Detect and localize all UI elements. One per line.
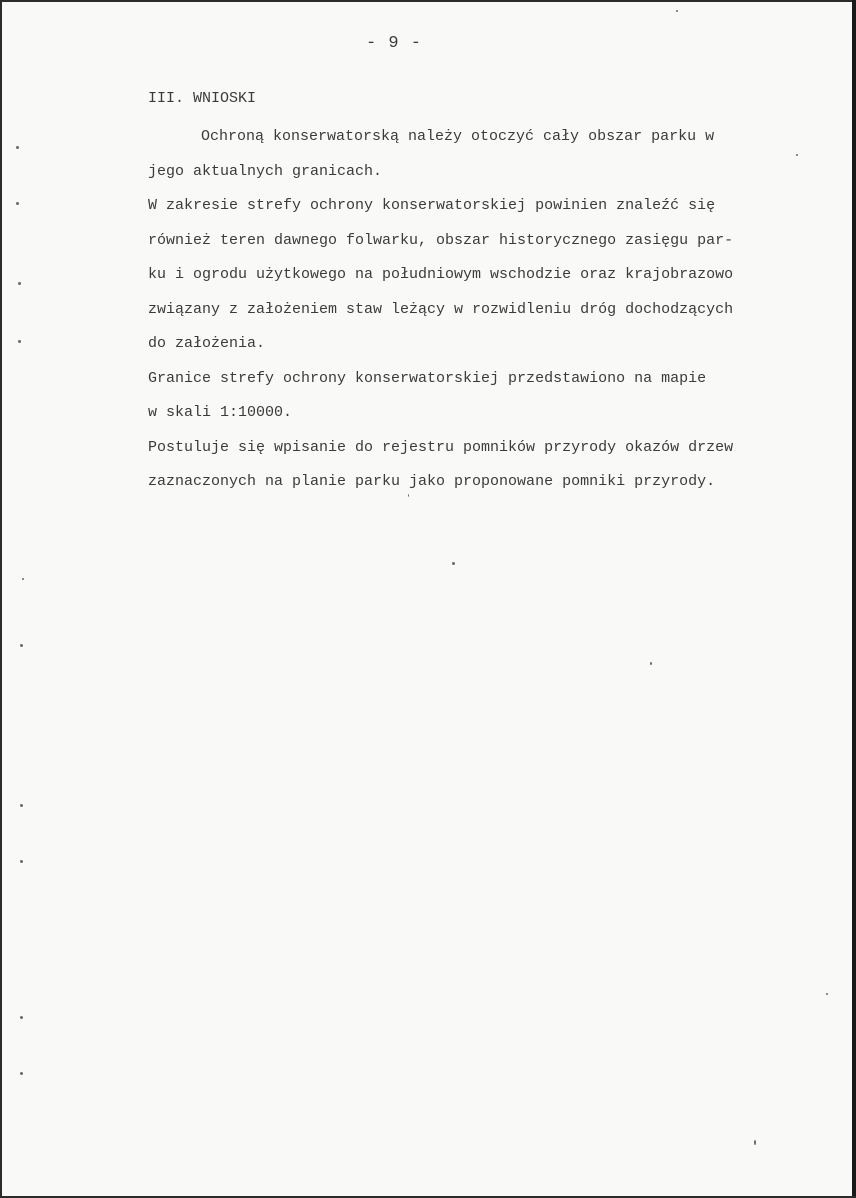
text-line: również teren dawnego folwarku, obszar historycznego zasięgu par- (148, 231, 734, 249)
text-line: ku i ogrodu użytkowego na południowym wschodzie oraz krajobrazowo (148, 266, 734, 283)
scan-speck (650, 662, 652, 665)
text-line: do założenia. (148, 335, 266, 352)
text-line: jego aktualnych granicach. (148, 162, 383, 180)
scan-speck (16, 202, 19, 205)
scan-speck (754, 1140, 756, 1145)
text-line: Granice strefy ochrony konserwatorskiej przedstawiono na mapie (148, 369, 707, 387)
section-heading: III. WNIOSKI (148, 90, 257, 107)
scan-speck (20, 1072, 23, 1075)
page-edge-left (0, 0, 2, 1198)
page-edge-right (852, 0, 856, 1198)
scan-speck (796, 154, 798, 156)
scan-speck (20, 860, 23, 863)
scan-speck (20, 644, 23, 647)
text-line: Ochroną konserwatorską należy otoczyć cały obszar parku w (201, 128, 715, 145)
scan-speck (452, 562, 455, 565)
scan-speck (18, 282, 21, 285)
text-line: zaznaczonych na planie parku jako proponowane pomniki przyrody. (148, 473, 716, 490)
text-line: związany z założeniem staw leżący w rozwidleniu dróg dochodzących (148, 300, 734, 318)
scan-speck (408, 494, 409, 497)
text-line: w skali 1:10000. (148, 404, 293, 421)
scan-speck (22, 578, 24, 580)
scan-speck (18, 340, 21, 343)
scan-speck (20, 804, 23, 807)
scan-speck (826, 993, 828, 995)
page-edge-top (0, 0, 856, 2)
body-text (148, 120, 838, 500)
text-line: W zakresie strefy ochrony konserwatorskiej powinien znaleźć się (148, 197, 716, 214)
scan-speck (20, 1016, 23, 1019)
page-number: - 9 - (366, 34, 423, 53)
text-line: Postuluje się wpisanie do rejestru pomników przyrody okazów drzew (148, 438, 734, 456)
scan-speck (16, 146, 19, 149)
scan-speck (676, 10, 678, 12)
